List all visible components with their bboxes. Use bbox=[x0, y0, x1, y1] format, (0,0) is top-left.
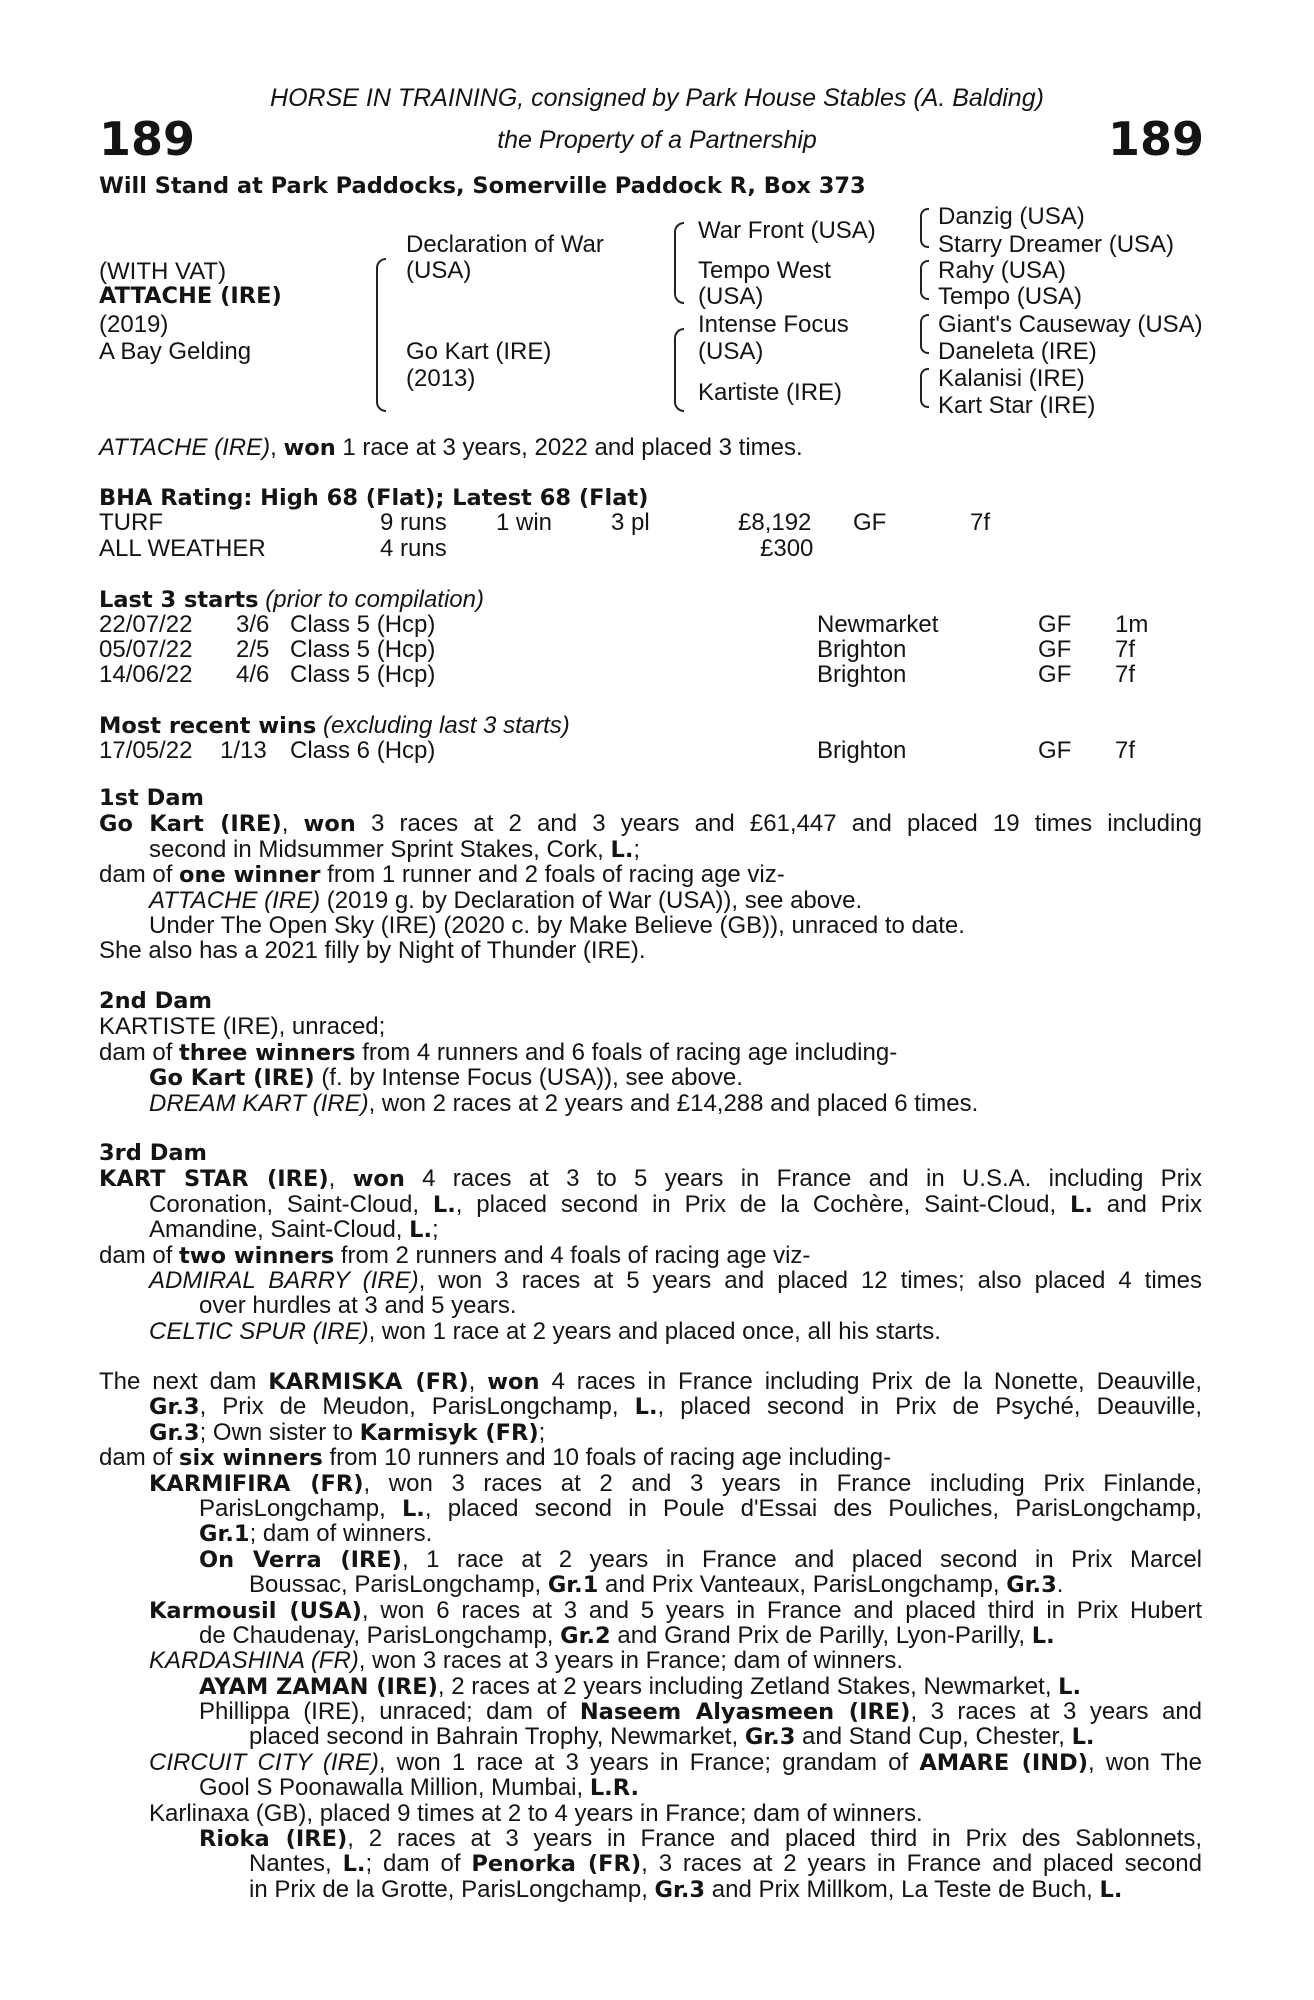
progeny-name: KARMIFIRA (FR) bbox=[149, 1470, 364, 1497]
third-dam-line: over hurdles at 3 and 5 years. bbox=[199, 1292, 517, 1320]
listed-mark: L. bbox=[610, 836, 634, 863]
listed-mark: L. bbox=[634, 1394, 658, 1421]
text: The next dam bbox=[99, 1368, 269, 1395]
race-summary bbox=[99, 435, 803, 461]
next-dam-line bbox=[99, 1369, 1202, 1394]
third-dam-line bbox=[99, 1243, 1202, 1268]
text: from 4 runners and 6 foals of racing age including- bbox=[355, 1038, 898, 1066]
listed-mark: L. bbox=[432, 1191, 456, 1218]
text: , 2 races at 2 years including Zetland Stakes, Newmarket, bbox=[437, 1672, 1059, 1700]
start-pos: 3/6 bbox=[236, 611, 270, 638]
ancestor-sds: Rahy (USA) bbox=[938, 257, 1067, 284]
next-dam-line bbox=[99, 1394, 1202, 1419]
brace-g4 bbox=[920, 368, 929, 408]
text: dam of bbox=[99, 1444, 180, 1472]
rating-surface: TURF bbox=[99, 509, 163, 536]
race-record: second in Midsummer Sprint Stakes, Cork, bbox=[149, 835, 611, 863]
sire-name: Declaration of War bbox=[406, 231, 604, 258]
text: dam of bbox=[99, 861, 180, 889]
next-dam-line bbox=[99, 1699, 1202, 1724]
text: ; dam of bbox=[365, 1850, 472, 1878]
third-dam-heading: 3rd Dam bbox=[99, 1140, 207, 1166]
group-mark: Gr.3 bbox=[654, 1876, 706, 1903]
text: , 3 races at 3 years and bbox=[910, 1698, 1203, 1726]
next-dam-section bbox=[99, 1369, 1202, 1902]
text: from 10 runners and 10 foals of racing age including- bbox=[322, 1444, 892, 1472]
rating-prize: £8,192 bbox=[738, 509, 812, 536]
third-dam-line bbox=[99, 1319, 1202, 1344]
start-course: Newmarket bbox=[817, 611, 939, 638]
punct: . bbox=[1056, 1571, 1064, 1599]
property-line: the Property of a Partnership bbox=[497, 126, 817, 154]
first-dam-line bbox=[99, 862, 1202, 887]
text: from 1 runner and 2 foals of racing age viz- bbox=[320, 861, 785, 889]
ancestor-ddd: Kart Star (IRE) bbox=[938, 392, 1096, 419]
text: and Prix Vanteaux, ParisLongchamp, bbox=[598, 1571, 1007, 1599]
dam-name-text: Go Kart (IRE) bbox=[99, 811, 282, 838]
text: dam of bbox=[99, 1241, 180, 1269]
win-pos: 1/13 bbox=[220, 737, 267, 764]
sep: , bbox=[281, 810, 304, 838]
consignor-line: HORSE IN TRAINING, consigned by Park House Stables (A. Balding) bbox=[270, 84, 1044, 112]
start-class: Class 5 (Hcp) bbox=[290, 661, 436, 688]
second-dam-line bbox=[99, 1091, 1202, 1116]
third-dam-line bbox=[99, 1192, 1202, 1217]
listed-mark: L. bbox=[401, 1495, 425, 1522]
listed-mark: L.R. bbox=[589, 1775, 640, 1802]
lot-number-left: 189 bbox=[99, 112, 196, 166]
horse-year: (2019) bbox=[99, 311, 169, 338]
ancestor-sdd: Tempo (USA) bbox=[938, 283, 1083, 310]
progeny-details: , 2 races at 3 years in France and placed third in Prix des Sablonnets, bbox=[347, 1825, 1203, 1853]
text: and Stand Cup, Chester, bbox=[795, 1723, 1072, 1751]
first-dam-line: She also has a 2021 filly by Night of Thunder (IRE). bbox=[99, 937, 646, 965]
next-dam-line bbox=[99, 1471, 1202, 1496]
progeny-details: (f. by Intense Focus (USA)), see above. bbox=[314, 1064, 743, 1092]
first-dam-section bbox=[99, 786, 1202, 964]
text: ParisLongchamp, bbox=[199, 1494, 402, 1522]
third-dam-section bbox=[99, 1141, 1202, 1344]
start-pos: 4/6 bbox=[236, 661, 270, 688]
progeny-name: Penorka (FR) bbox=[471, 1851, 642, 1878]
group-mark: Gr.1 bbox=[547, 1572, 599, 1599]
first-dam-line bbox=[99, 888, 1202, 913]
progeny-details: (2019 g. by Declaration of War (USA)), see above. bbox=[320, 886, 863, 914]
ancestor-dsd: Daneleta (IRE) bbox=[938, 338, 1097, 365]
start-course: Brighton bbox=[817, 636, 907, 663]
text: , placed second in Prix de Psyché, Deauville, bbox=[657, 1393, 1202, 1421]
last-starts-note: (prior to compilation) bbox=[258, 586, 484, 613]
progeny-details: , won 3 races at 2 and 3 years in France including Prix Finlande, bbox=[363, 1469, 1203, 1497]
progeny-details: , won 3 races at 5 years and placed 12 times; also placed 4 times bbox=[418, 1266, 1202, 1294]
start-course: Brighton bbox=[817, 661, 907, 688]
first-dam-line bbox=[99, 837, 1202, 862]
next-dam-line bbox=[99, 1851, 1202, 1876]
summary-sep: , bbox=[270, 434, 284, 461]
winners-count: three winners bbox=[179, 1039, 356, 1066]
text: , won The bbox=[1088, 1748, 1202, 1776]
ancestor-dds: Kalanisi (IRE) bbox=[938, 365, 1085, 392]
next-dam-line bbox=[99, 1724, 1202, 1749]
progeny-details: , won 6 races at 3 and 5 years in France and placed third in Prix Hubert bbox=[361, 1596, 1202, 1624]
grandprogeny-name: AMARE (IND) bbox=[919, 1749, 1089, 1776]
text: Gool S Poonawalla Million, Mumbai, bbox=[199, 1774, 590, 1802]
text: and Grand Prix de Parilly, Lyon-Parilly, bbox=[610, 1621, 1032, 1649]
progeny-name: CELTIC SPUR (IRE) bbox=[149, 1317, 369, 1345]
group-mark: Gr.1 bbox=[199, 1521, 250, 1548]
sep: , bbox=[328, 1165, 353, 1193]
punct: ; bbox=[432, 1216, 439, 1244]
text: , Prix de Meudon, ParisLongchamp, bbox=[199, 1393, 635, 1421]
ancestor-sss: Danzig (USA) bbox=[938, 203, 1085, 230]
last-starts-heading: Last 3 starts bbox=[99, 587, 259, 613]
lot-number-right: 189 bbox=[1108, 112, 1205, 166]
next-dam-line bbox=[99, 1750, 1202, 1775]
sep: , bbox=[468, 1368, 488, 1395]
next-dam-line bbox=[99, 1496, 1202, 1521]
sire-dam-country: (USA) bbox=[698, 283, 764, 310]
progeny-name: KARDASHINA (FR) bbox=[149, 1647, 359, 1675]
text: , placed second in Poule d'Essai des Pouliches, ParisLongchamp, bbox=[424, 1494, 1202, 1522]
start-pos: 2/5 bbox=[236, 636, 270, 663]
progeny-name: Rioka (IRE) bbox=[199, 1826, 348, 1853]
dam-brace bbox=[674, 328, 684, 412]
second-dam-line bbox=[99, 1040, 1202, 1065]
start-class: Class 5 (Hcp) bbox=[290, 611, 436, 638]
sire-sire: War Front (USA) bbox=[698, 217, 876, 244]
listed-mark: L. bbox=[1071, 1724, 1095, 1751]
progeny-name: Go Kart (IRE) bbox=[149, 1065, 315, 1092]
winners-count: one winner bbox=[179, 862, 321, 889]
third-dam-line bbox=[99, 1217, 1202, 1242]
text: , 3 races at 2 years in France and placed second bbox=[641, 1850, 1203, 1878]
text: Nantes, bbox=[249, 1850, 343, 1878]
group-mark: Gr.2 bbox=[560, 1622, 611, 1649]
second-dam-heading: 2nd Dam bbox=[99, 988, 212, 1014]
summary-horse: ATTACHE (IRE) bbox=[99, 434, 271, 461]
next-dam-line bbox=[99, 1521, 1202, 1546]
first-dam-heading: 1st Dam bbox=[99, 785, 204, 811]
won-text: won bbox=[352, 1166, 405, 1193]
stand-location: Will Stand at Park Paddocks, Somerville Paddock R, Box 373 bbox=[99, 173, 866, 199]
progeny-name: On Verra (IRE) bbox=[199, 1546, 402, 1573]
winners-count: six winners bbox=[179, 1445, 323, 1472]
sister-name: Karmisyk (FR) bbox=[359, 1419, 539, 1446]
progeny-name: ADMIRAL BARRY (IRE) bbox=[149, 1266, 419, 1294]
won-text: won bbox=[487, 1369, 540, 1395]
won-text: won bbox=[303, 811, 356, 838]
vat-status: (WITH VAT) bbox=[99, 258, 227, 285]
race-record: 3 races at 2 and 3 years and £61,447 and placed 19 times including bbox=[355, 810, 1202, 838]
third-dam-line bbox=[99, 1166, 1202, 1191]
start-dist: 7f bbox=[1115, 661, 1136, 688]
start-dist: 1m bbox=[1115, 611, 1149, 638]
sire-dam-name: Tempo West bbox=[698, 257, 831, 284]
next-dam-line bbox=[99, 1648, 1202, 1673]
recent-wins-title bbox=[99, 713, 570, 739]
next-dam-line bbox=[99, 1623, 1202, 1648]
next-dam-line: Karlinaxa (GB), placed 9 times at 2 to 4 years in France; dam of winners. bbox=[149, 1799, 923, 1827]
rating-title: BHA Rating: High 68 (Flat); Latest 68 (Flat) bbox=[99, 485, 649, 511]
progeny-name: AYAM ZAMAN (IRE) bbox=[199, 1673, 438, 1700]
recent-wins-heading: Most recent wins bbox=[99, 713, 317, 739]
group-mark: Gr.3 bbox=[1006, 1572, 1057, 1599]
text: dam of bbox=[99, 1038, 180, 1066]
next-dam-line bbox=[99, 1674, 1202, 1699]
dam-sire-name: Intense Focus bbox=[698, 311, 849, 338]
race-record: 4 races in France including Prix de la Nonette, Deauville, bbox=[539, 1368, 1202, 1395]
sire-brace bbox=[674, 222, 684, 304]
dam-year: (2013) bbox=[406, 365, 476, 392]
progeny-name: Karmousil (USA) bbox=[149, 1597, 362, 1624]
dam-sire-country: (USA) bbox=[698, 338, 764, 365]
next-dam-line bbox=[99, 1420, 1202, 1445]
next-dam-line bbox=[99, 1877, 1202, 1902]
next-dam-line bbox=[99, 1826, 1202, 1851]
text: , placed second in Prix de la Cochère, Saint-Cloud, bbox=[455, 1190, 1071, 1218]
text: and Prix bbox=[1092, 1190, 1202, 1218]
next-dam-line bbox=[99, 1547, 1202, 1572]
brace-g2 bbox=[920, 260, 929, 300]
first-dam-line: Under The Open Sky (IRE) (2020 c. by Make Believe (GB)), unraced to date. bbox=[149, 911, 965, 939]
dam-name: Go Kart (IRE) bbox=[406, 338, 552, 365]
recent-wins-note: (excluding last 3 starts) bbox=[316, 712, 570, 739]
brace-g3 bbox=[920, 314, 929, 354]
third-dam-line bbox=[99, 1268, 1202, 1293]
listed-mark: L. bbox=[1070, 1191, 1093, 1218]
next-dam-line bbox=[99, 1572, 1202, 1597]
horse-name: ATTACHE (IRE) bbox=[99, 283, 282, 309]
next-dam-line bbox=[99, 1775, 1202, 1800]
rating-runs: 9 runs bbox=[380, 509, 447, 536]
listed-mark: L. bbox=[342, 1851, 366, 1878]
progeny-name: ATTACHE (IRE) bbox=[149, 886, 321, 914]
win-going: GF bbox=[1038, 737, 1072, 764]
race-record: 4 races at 3 to 5 years in France and in U.S.A. including Prix bbox=[404, 1165, 1202, 1193]
text: ; Own sister to bbox=[199, 1418, 360, 1446]
pedigree-brace-main bbox=[376, 258, 386, 412]
summary-text: 1 race at 3 years, 2022 and placed 3 times. bbox=[335, 434, 803, 461]
rating-dist: 7f bbox=[970, 509, 991, 536]
group-mark: Gr.3 bbox=[149, 1419, 200, 1446]
group-mark: Gr.3 bbox=[744, 1724, 796, 1751]
progeny-name: CIRCUIT CITY (IRE) bbox=[149, 1748, 379, 1776]
start-dist: 7f bbox=[1115, 636, 1136, 663]
last-starts-title bbox=[99, 587, 484, 613]
listed-mark: L. bbox=[1099, 1876, 1123, 1903]
text: from 2 runners and 4 foals of racing age viz- bbox=[334, 1241, 811, 1269]
text: de Chaudenay, ParisLongchamp, bbox=[199, 1621, 561, 1649]
start-going: GF bbox=[1038, 661, 1072, 688]
win-course: Brighton bbox=[817, 737, 907, 764]
start-date: 22/07/22 bbox=[99, 611, 193, 638]
dam-dam: Kartiste (IRE) bbox=[698, 379, 843, 406]
progeny-details: , won 1 race at 2 years and placed once, all his starts. bbox=[368, 1317, 941, 1345]
next-dam-line bbox=[99, 1598, 1202, 1623]
second-dam-line: KARTISTE (IRE), unraced; bbox=[99, 1013, 386, 1041]
win-date: 17/05/22 bbox=[99, 737, 193, 764]
sire-country: (USA) bbox=[406, 257, 472, 284]
start-going: GF bbox=[1038, 611, 1072, 638]
punct: ; bbox=[633, 835, 641, 863]
text: in Prix de la Grotte, ParisLongchamp, bbox=[249, 1875, 655, 1903]
rating-runs: 4 runs bbox=[380, 535, 447, 562]
ancestor-dss: Giant's Causeway (USA) bbox=[938, 311, 1203, 338]
start-date: 14/06/22 bbox=[99, 661, 193, 688]
progeny-details: , 1 race at 2 years in France and placed second in Prix Marcel bbox=[401, 1545, 1202, 1573]
ancestor-ssd: Starry Dreamer (USA) bbox=[938, 231, 1175, 258]
progeny-details: , won 2 races at 2 years and £14,288 and placed 6 times. bbox=[368, 1089, 979, 1117]
progeny-name: Naseem Alyasmeen (IRE) bbox=[579, 1699, 911, 1726]
listed-mark: L. bbox=[1031, 1622, 1055, 1649]
progeny-details: , won 3 races at 3 years in France; dam of winners. bbox=[358, 1647, 904, 1675]
start-going: GF bbox=[1038, 636, 1072, 663]
listed-mark: L. bbox=[409, 1217, 433, 1244]
text: , won 1 race at 3 years in France; grandam of bbox=[378, 1748, 920, 1776]
text: Phillippa (IRE), unraced; dam of bbox=[199, 1698, 580, 1726]
text: ; dam of winners. bbox=[249, 1520, 433, 1548]
win-dist: 7f bbox=[1115, 737, 1136, 764]
second-dam-line bbox=[99, 1065, 1202, 1090]
rating-prize: £300 bbox=[760, 535, 814, 562]
rating-placed: 3 pl bbox=[611, 509, 650, 536]
summary-won: won bbox=[283, 435, 336, 461]
text: Amandine, Saint-Cloud, bbox=[149, 1216, 410, 1244]
text: Boussac, ParisLongchamp, bbox=[249, 1571, 548, 1599]
rating-wins: 1 win bbox=[496, 509, 553, 536]
dam-name-text: KARMISKA (FR) bbox=[268, 1369, 469, 1395]
second-dam-section bbox=[99, 989, 1202, 1116]
listed-mark: L. bbox=[1058, 1673, 1082, 1700]
progeny-name: DREAM KART (IRE) bbox=[149, 1089, 369, 1117]
win-class: Class 6 (Hcp) bbox=[290, 737, 436, 764]
rating-surface: ALL WEATHER bbox=[99, 535, 266, 562]
text: Coronation, Saint-Cloud, bbox=[149, 1190, 433, 1218]
group-mark: Gr.3 bbox=[149, 1394, 200, 1421]
next-dam-line bbox=[99, 1445, 1202, 1470]
start-date: 05/07/22 bbox=[99, 636, 193, 663]
first-dam-line bbox=[99, 811, 1202, 836]
rating-going: GF bbox=[853, 509, 887, 536]
start-class: Class 5 (Hcp) bbox=[290, 636, 436, 663]
dam-name-text: KART STAR (IRE) bbox=[99, 1166, 329, 1193]
winners-count: two winners bbox=[179, 1242, 335, 1269]
text: placed second in Bahrain Trophy, Newmarket, bbox=[249, 1723, 745, 1751]
text: and Prix Millkom, La Teste de Buch, bbox=[705, 1875, 1100, 1903]
punct: ; bbox=[538, 1418, 546, 1446]
horse-description: A Bay Gelding bbox=[99, 338, 252, 365]
brace-g1 bbox=[920, 208, 929, 248]
